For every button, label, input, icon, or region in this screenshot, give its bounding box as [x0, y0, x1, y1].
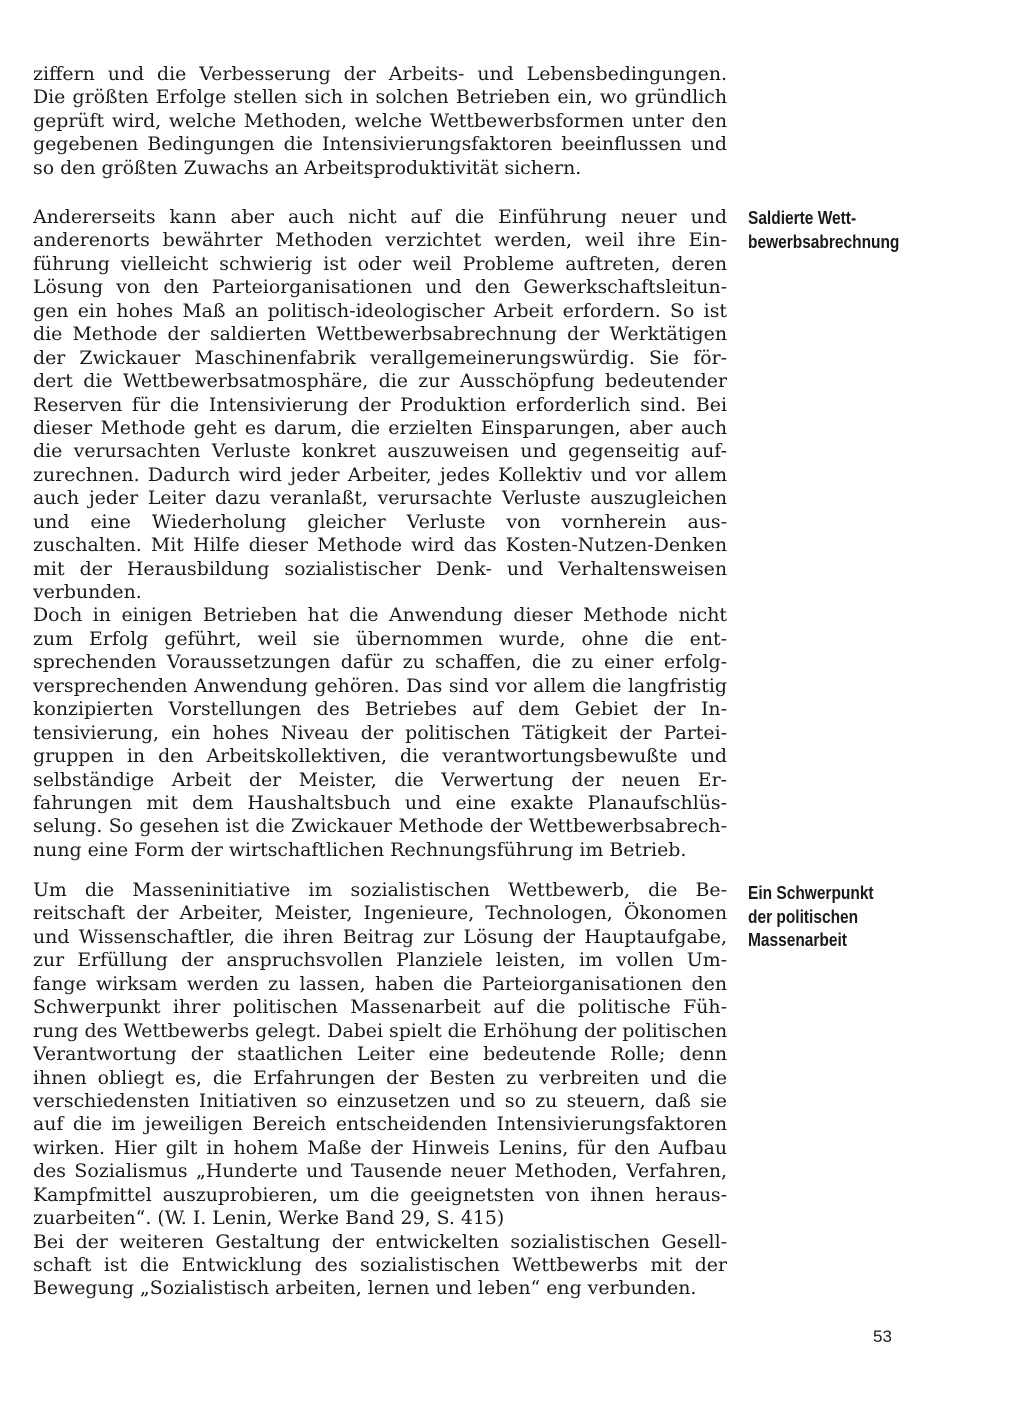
margin-note-line: Massenarbeit	[748, 930, 847, 950]
text-line: rung des Wettbewerbs gelegt. Dabei spielt die Erhöhung der politischen	[33, 1019, 727, 1042]
paragraph-schwerpunkt	[33, 879, 727, 1301]
text-line: Verantwortung der staatlichen Leiter eine bedeutende Rolle; denn	[33, 1043, 727, 1066]
margin-note-line: der politischen	[748, 906, 859, 927]
text-line: des Sozialismus „Hunderte und Tausende neuer Methoden, Verfahren,	[33, 1160, 727, 1183]
text-line: dert die Wettbewerbsatmosphäre, die zur Ausschöpfung bedeutender	[33, 370, 727, 393]
text-line: Die größten Erfolge stellen sich in solchen Betrieben ein, wo gründlich	[33, 86, 727, 109]
text-line: sprechenden Voraussetzungen dafür zu schaffen, die zu einer erfolg-	[33, 651, 727, 674]
text-line: anderenorts bewährter Methoden verzichtet werden, weil ihre Ein-	[33, 229, 727, 252]
text-line: konzipierten Vorstellungen des Betriebes auf dem Gebiet der In-	[33, 698, 727, 721]
text-line: verbunden.	[33, 581, 142, 603]
text-line: versprechenden Anwendung gehören. Das sind vor allem die langfristig	[33, 674, 727, 697]
paragraph-intro	[33, 63, 727, 180]
text-line: und eine Wiederholung gleicher Verluste von vornherein aus-	[33, 510, 727, 533]
text-line: tensivierung, ein hohes Niveau der politischen Tätigkeit der Partei-	[33, 721, 727, 744]
text-line: fange wirksam werden zu lassen, haben die Parteiorganisationen den	[33, 972, 727, 995]
page-number: 53	[873, 1327, 892, 1346]
margin-note-saldierte	[748, 207, 920, 254]
text-line: wirken. Hier gilt in hohem Maße der Hinweis Lenins, für den Aufbau	[33, 1136, 727, 1159]
margin-note-schwerpunkt	[748, 882, 920, 953]
text-line: ziffern und die Verbesserung der Arbeits- und Lebensbedingungen.	[33, 63, 727, 85]
text-line: gen ein hohes Maß an politisch-ideologischer Arbeit erfordern. So ist	[33, 299, 727, 322]
text-line: Schwerpunkt ihrer politischen Massenarbeit auf die politische Füh-	[33, 996, 727, 1019]
text-line: Reserven für die Intensivierung der Produktion erforderlich sind. Bei	[33, 393, 727, 416]
text-line: auf die im jeweiligen Bereich entscheidenden Intensivierungsfaktoren	[33, 1113, 727, 1136]
text-line: verschiedensten Initiativen so einzusetzen und so zu steuern, daß sie	[33, 1089, 727, 1112]
text-line: Bei der weiteren Gestaltung der entwickelten sozialistischen Gesell-	[33, 1230, 727, 1253]
text-line: Andererseits kann aber auch nicht auf die Einführung neuer und	[33, 206, 727, 228]
text-line: die verursachten Verluste konkret auszuweisen und gegenseitig auf-	[33, 440, 727, 463]
text-line: reitschaft der Arbeiter, Meister, Ingenieure, Technologen, Ökonomen	[33, 902, 727, 925]
text-line: zum Erfolg geführt, weil sie übernommen wurde, ohne die ent-	[33, 627, 727, 650]
text-line: auch jeder Leiter dazu veranlaßt, verursachte Verluste auszugleichen	[33, 487, 727, 510]
text-line: Kampfmittel auszuprobieren, um die geeignetsten von ihnen heraus-	[33, 1183, 727, 1206]
margin-note-line: Ein Schwerpunkt	[748, 883, 874, 903]
text-line: gegebenen Bedingungen die Intensivierungsfaktoren beeinflussen und	[33, 133, 727, 156]
text-line: selbständige Arbeit der Meister, die Verwertung der neuen Er-	[33, 768, 727, 791]
text-line: der Zwickauer Maschinenfabrik verallgemeinerungswürdig. Sie för-	[33, 346, 727, 369]
margin-note-line: Saldierte Wett-	[748, 208, 857, 228]
text-line: und Wissenschaftler, die ihren Beitrag zur Lösung der Hauptaufgabe,	[33, 925, 727, 948]
text-line: so den größten Zuwachs an Arbeitsproduktivität sichern.	[33, 156, 582, 179]
text-line: zuschalten. Mit Hilfe dieser Methode wird das Kosten-Nutzen-Denken	[33, 534, 727, 557]
text-line: zurechnen. Dadurch wird jeder Arbeiter, jedes Kollektiv und vor allem	[33, 463, 727, 486]
text-line: selung. So gesehen ist die Zwickauer Methode der Wettbewerbsabrech-	[33, 815, 727, 838]
text-line: Um die Masseninitiative im sozialistischen Wettbewerb, die Be-	[33, 879, 727, 901]
text-line: ihnen obliegt es, die Erfahrungen der Besten zu verbreiten und die	[33, 1066, 727, 1089]
margin-note-line: bewerbsabrechnung	[748, 231, 900, 252]
paragraph-saldierte	[33, 206, 727, 862]
text-line: zuarbeiten“. (W. I. Lenin, Werke Band 29, S. 415)	[33, 1207, 505, 1230]
text-line: gruppen in den Arbeitskollektiven, die verantwortungsbewußte und	[33, 745, 727, 768]
text-line: Lösung von den Parteiorganisationen und den Gewerkschaftsleitun-	[33, 276, 727, 299]
text-line: schaft ist die Entwicklung des sozialistischen Wettbewerbs mit der	[33, 1254, 727, 1276]
text-line: führung vielleicht schwierig ist oder weil Probleme auftreten, deren	[33, 252, 727, 275]
text-line: nung eine Form der wirtschaftlichen Rechnungsführung im Betrieb.	[33, 838, 687, 861]
text-line: geprüft wird, welche Methoden, welche Wettbewerbsformen unter den	[33, 109, 727, 132]
text-line: zur Erfüllung der anspruchsvollen Planziele leisten, im vollen Um-	[33, 949, 727, 972]
text-line: Doch in einigen Betrieben hat die Anwendung dieser Methode nicht	[33, 604, 727, 627]
text-line: fahrungen mit dem Haushaltsbuch und eine exakte Planaufschlüs-	[33, 791, 727, 814]
text-line: mit der Herausbildung sozialistischer Denk- und Verhaltensweisen	[33, 557, 727, 580]
text-line: die Methode der saldierten Wettbewerbsabrechnung der Werktätigen	[33, 323, 727, 346]
text-line: dieser Methode geht es darum, die erzielten Einsparungen, aber auch	[33, 416, 727, 439]
text-line: Bewegung „Sozialistisch arbeiten, lernen und leben“ eng verbunden.	[33, 1277, 697, 1300]
